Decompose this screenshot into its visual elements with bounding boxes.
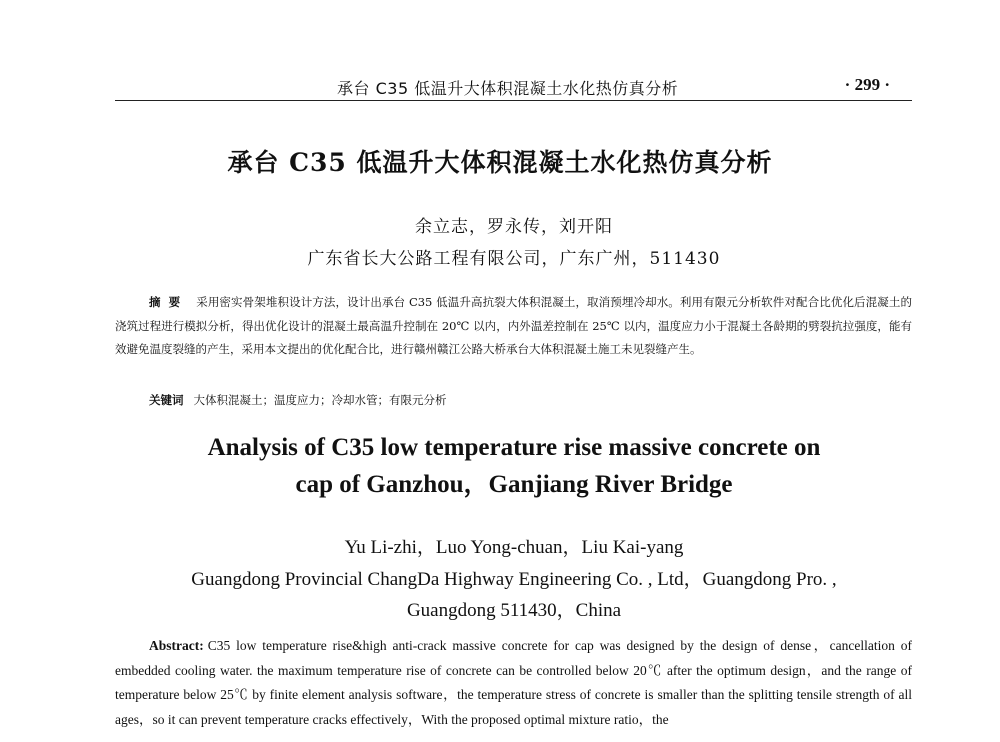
abstract-en-label: Abstract: xyxy=(149,638,204,653)
authors-zh: 余立志，罗永传，刘开阳 xyxy=(415,217,613,237)
affiliation-en-line1: Guangdong Provincial ChangDa Highway Engineering Co. , Ltd，Guangdong Pro. , xyxy=(191,569,837,590)
paper-title-en-line2: cap of Ganzhou，Ganjiang River Bridge xyxy=(295,471,733,498)
running-header xyxy=(115,74,912,101)
page-number: · 299 · xyxy=(844,75,890,94)
paper-title-en-line1: Analysis of C35 low temperature rise massive concrete on xyxy=(207,434,821,461)
affiliation-en-line2: Guangdong 511430，China xyxy=(406,600,622,621)
paper-title-en xyxy=(0,429,1000,503)
abstract-en xyxy=(115,634,912,732)
paper-title-zh: 承台 C35 低温升大体积混凝土水化热仿真分析 xyxy=(227,148,773,177)
abstract-zh-text: 采用密实骨架堆积设计方法，设计出承台 C35 低温升高抗裂大体积混凝土，取消预埋冷却水。利用有限元分析软件对配合比优化后混凝土的浇筑过程进行模拟分析，得出优化设计的混凝土最高温升控制在 20℃ 以内，内外温差控制在 25℃ 以内，温度应力小于混凝土各龄期的劈裂抗拉强度，能有效避免温度裂缝的产生，采用本文提出的优化配合比，进行赣州赣江公路大桥承台大体积混凝土施工未见裂缝产生。 xyxy=(115,295,912,356)
running-title: 承台 C35 低温升大体积混凝土水化热仿真分析 xyxy=(337,79,679,98)
keywords-zh-label: 关键词 xyxy=(149,393,184,407)
abstract-zh-label: 摘要 xyxy=(149,295,189,309)
abstract-zh xyxy=(115,291,912,362)
abstract-en-text: C35 low temperature rise&high anti-crack massive concrete for cap was designed by the design of dense，cancellation of embedded cooling water. the maximum temperature rise of concrete can be controlled below 20℃ after the optimum design，and the range of temperature below 25℃ by finite element analysis software，the temperature stress of concrete is smaller than the splitting tensile strength of all ages，so it can prevent temperature cracks effectively，With the proposed optimal mixture ratio，the xyxy=(115,638,912,727)
affiliation-zh: 广东省长大公路工程有限公司，广东广州，511430 xyxy=(307,249,721,269)
authors-en: Yu Li-zhi，Luo Yong-chuan，Liu Kai-yang xyxy=(344,537,684,558)
keywords-zh xyxy=(149,389,447,412)
keywords-zh-text: 大体积混凝土；温度应力；冷却水管；有限元分析 xyxy=(193,393,447,407)
affiliation-en xyxy=(0,564,1000,626)
